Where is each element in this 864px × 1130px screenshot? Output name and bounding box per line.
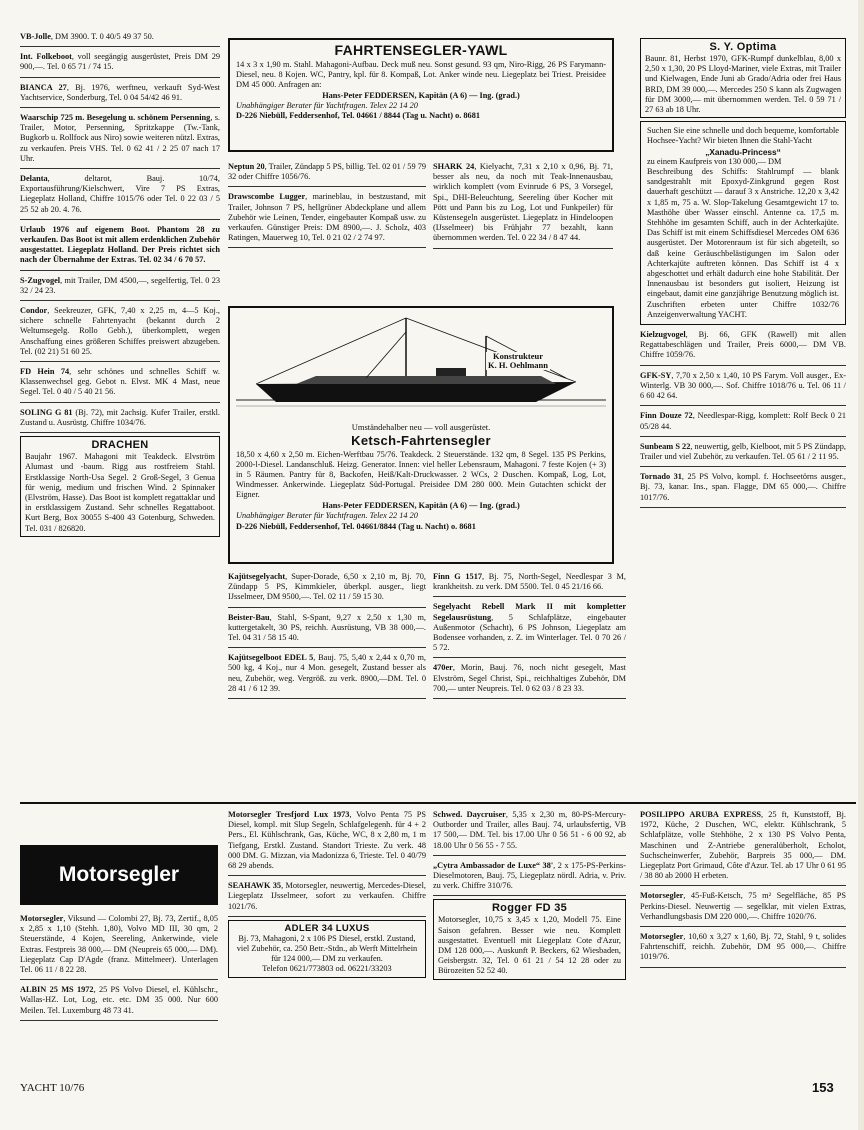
footer-magazine: YACHT 10/76 [20,1082,85,1094]
classified-ad-body: (Bj. 72), mit 2achsig. Kufer Trailer, erstkl. Zustand u. Ausrüstg. Chiffre 1034/76. [20,407,220,427]
classified-ad [640,440,846,467]
classified-ad-lead: SHARK 24 [433,162,475,171]
classified-ad-body: , Bj. 66, GFK (Rawell) mit allen Regattabeschlägen und Trailer, Preis 6000,— DM VB. Chiffre 1059/76. [640,330,846,360]
classified-ad [20,172,220,220]
motorsegler-ad [640,889,846,927]
classified-ad-lead: GFK-SY [640,370,672,380]
yawl-text: 14 x 3 x 1,90 m. Stahl. Mahagoni-Aufbau. Deck muß neu. Sonst gesund. 93 qm, Niro-Rigg, 26 PS Farymann-Diesel, neu. 8 Kojen. WC, Pantry, kpl. für 8. Kompaß, Lot. Anker winde neu. Liegeplatz bei Triest. Preisidee DM 45 000. Anfragen an: [236,60,606,89]
classified-ad [228,160,426,187]
classified-ad [20,223,220,271]
classified-ad-body: , deltarot, Bauj. 10/74, Exportausführung/Kielschwert, Vire 7 PS Extras, Liegeplatz Holland, Chiffre 1015/76 oder Tel. 0 22 03 / 5 25 52 ab 20. 4. 76. [20,174,220,214]
ketsch-ad [228,306,614,564]
optima-ad [640,38,846,118]
classified-ad-lead: SOLING G 81 [20,407,73,417]
adler-ad [228,920,426,978]
column-3-top [433,160,613,252]
optima-title: S. Y. Optima [709,41,777,53]
classified-ad-lead: Neptun 20 [228,162,265,171]
drachen-title: DRACHEN [91,439,149,452]
motorsegler-ad-lead: Motorsegler Tresfjord Lux 1973 [228,810,350,819]
classified-ad-lead: FD Hein 74 [20,367,70,377]
classified-ad-body: , 25 PS Volvo, kompl. f. Hochseetörns ausger., Bj. 73, kanar. Ins., span. Flagge, DM 65 000,—. Chiffre 1017/76. [640,472,847,502]
motor-column-4 [640,808,846,971]
classified-ad-lead: Kielzugvogel [640,330,686,340]
xanadu-name: „Xanadu-Princess“ [705,146,781,157]
xanadu-text: zu einem Kaufpreis von 130 000,— DM Beschreibung des Schiffs: Stahlrumpf — blank sandgestrahlt mit Epoxyd-Zinkgrund gegen Rost dauerhaft geschützt — darauf 3 x Anstriche. 12,20 x 3,42 x 1,85 m, 75 a. W. Slop-Takelung Gesamtgewicht 17 to. Masthöhe über Wasser einschl. Antenne ca. 17,5 m. Stehhöhe im gesamten Schiff, auch in der Achterkajüte. Das Schiff ist mit einem Schiffsdiesel Mercedes OM 636 ausgerüstet. Der Motorenraum ist für sich abgeteilt, so daß keine Geräuschbelästigungen im Salon oder Achterkajüte auftreten können. Das Schiff ist 4 x abgeschottet und erhält dadurch eine hohe Stabilität. Der Innenausbau ist besonders gut isoliert, Heizung ist eingebaut, damit eine ganzjährige Benutzung möglich ist. Zuschriften erbeten unter Chiffre 1032/76 Anzeigenverwaltung YACHT. [647,156,839,319]
yawl-contact: Hans-Peter FEDDERSEN, Kapitän (A 6) — Ing. (grad.) [322,91,520,100]
classified-ad-body: , 5 Schlafplätze, eingebauter Außenmotor (Schacht), 6 PS Johnson, Liegeplatz am Bodensee vorhanden, z. Z. im Winterlager. Tel. 0 70 26 / 5 72. [433,612,626,653]
motorsegler-ad-body: , 2 x 175-PS-Perkins-Dieselmotoren, Bauj. 75, Liegeplatz nördl. Adria, v. Priv. zu verk. Chiffre 310/76. [433,860,626,891]
adler-text: Bj. 73, Mahagoni, 2 x 106 PS Diesel, erstkl. Zustand, viel Zubehör, ca. 250 Betr.-Stdn., ab Werft Mittelrhein für 124 000,— DM zu verkaufen. Telefon 0621/773803 od. 06221/33203 [236,933,418,974]
drachen-text: Baujahr 1967. Mahagoni mit Teakdeck. Elvström Alumast und -baum. Rigg aus rostfreiem Stahl. Erstklassige North-Usa Segel. 2 Groß-Segel, 3 Genua für wenig, medium und frischen Wind. 2 Spinnaker (Elvström, Hasse). Das Boot ist komplett regattaklar und in erstklassigem Zustand. Sehr schnelles Regattaboot. Kurt Berg, Box 30055 S-400 43 Gotenburg, Schweden. Tel. 031 / 826820. [25,452,215,533]
classified-ad [20,50,220,77]
optima-text: Baunr. 81, Herbst 1970, GFK-Rumpf dunkelblau, 8,00 x 2,50 x 1,30, 20 PS Lloyd-Mariner, viele Extras, mit Trailer und Kielwagen, Ende Juni ab Grado/Adria oder frei Haus BRD, DM 39 000,—. Mercedes 250 S kann als Zugwagen für DM 3000,— mit übernommen werden. Tel. 0 59 71 / 27 63 ab 18 Uhr. [645,54,841,115]
classified-ad-lead: Segelyacht Rebell Mark II mit kompletter Segelausrüstung [433,602,626,622]
motor-column-1 [20,912,218,1024]
classified-ad [640,470,846,508]
column-4 [640,38,846,511]
rogger-title: Rogger FD 35 [491,902,568,915]
ketsch-subtitle: Umständehalber neu — voll ausgerüstet. [351,422,491,432]
motorsegler-ad-body: , Viksund — Colombi 27, Bj. 73, Zertif., 8,05 x 2,85 x 1,10 (Stehh. 1,80), Volvo MD III, 30 qm, 2 Steuerstände, 4 Kojen, Seereling, Ankerwinde, viele Extras. Festpreis 38 000,— DM (Neupreis 65 000,— DM). Liegeplatz Cap D'Agde (franz. Mittelmeer). Unterlagen Tel. 06 11 / 8 22 28. [20,914,218,975]
motor-column-3-list [433,808,626,896]
rogger-ad [433,899,626,979]
classified-ad [640,328,846,366]
classified-ad [640,409,846,436]
classified-ad-lead: Delanta [20,174,48,184]
classified-ad-lead: Drawscombe Lugger [228,192,306,202]
ketsch-text: 18,50 x 4,60 x 2,50 m. Eichen-Werftbau 75/76. Teakdeck. 2 Steuerstände. 132 qm, 8 Segel. 135 PS Perkins, 2000-l-Diesel. Landanschluß. Heizg. Generator. Innen: viel heller Lebensraum, Mahagoni. 7 feste Kojen (+ 3) in 5 Räumen. Pantry für 8, Backofen, Heiß/Kalt-Druckwasser. 2 WCs, 2 Duschen. Kompaß, Log, Lot, Windmesser. Ankerwinde. Liegeplatz Süd-Portugal. Preisidee DM 280 000. Mein Gutachten schickt der Eigner. [236,450,606,500]
classified-ad-lead: BIANCA 27 [20,82,67,92]
ketsch-constructor: Konstrukteur K. H. Oehlmann [488,351,548,370]
motorsegler-ad [433,859,626,897]
classified-ad-body: , Needlespar-Rigg, komplett: Rolf Beck 0 21 05/28 44. [640,411,846,431]
classified-ad [20,365,220,403]
classified-ad-lead: Condor [20,306,48,316]
motorsegler-ad-body: , Motorsegler, neuwertig, Mercedes-Diesel, Liegeplatz IJsselmeer, sofort zu verkaufen. Chiffre 1021/76. [228,881,426,911]
ketsch-drawing [236,312,606,420]
classified-ad-lead: Waarschip 725 m. Besegelung u. schönem Persenning [20,113,211,123]
classified-ad-body: , Bauj. 75, 5,40 x 2,44 x 0,70 m, 500 kg, 4 Koj., nur 4 Mon. gesegelt, Zustand besser als neu, Zubehör, weg. Vergröß. zu verk. 8900,—DM. Tel. 0 28 41 / 6 12 39. [228,653,426,693]
classified-ad-body: , Morin, Bauj. 76, noch nicht gesegelt, Mast Elvström, Segel Christ, Spi., reichhaltiges Zubehör, DM 700,— unter Neupreis. Tel. 0 62 03 / 8 23 33. [433,663,626,693]
classified-ad-lead: Kajütsegelyacht [228,572,286,581]
classified-ad-body: , neuwertig, gelb, Kielboot, mit 5 PS Zündapp, Trailer und viel Zubehör, zu verkaufen. Tel. 05 61 / 2 11 95. [640,441,846,461]
motorsegler-ad [228,808,426,876]
classified-ad [20,406,220,433]
motorsegler-ad [20,983,218,1021]
classified-ad-lead: VB-Jolle [20,32,51,41]
classified-ad-lead: Finn G 1517 [433,572,483,581]
motor-column-3 [433,808,626,983]
column-1 [20,30,220,540]
ketsch-title: Ketsch-Fahrtensegler [351,433,491,449]
ketsch-line3: D-226 Niebüll, Feddersenhof, Tel. 04661/8844 (Tag u. Nacht) o. 8681 [236,521,476,531]
motorsegler-ad-lead: Motorsegler [640,891,684,901]
column-4-list [640,328,846,508]
motor-column-2-list [228,808,426,917]
footer-page-number: 153 [812,1080,834,1095]
motorsegler-ad [20,912,218,980]
motorsegler-ad-body: , 10,60 x 3,27 x 1,60, Bj. 72, Stahl, 9 t, solides Fahrtenschiff, reichh. Zubehör, DM 95 000,—. Chiffre 1019/76. [640,932,846,962]
motorsegler-ad [640,930,846,968]
classified-ad-lead: Int. Folkeboot [20,52,72,62]
classified-ad-lead: Finn Douze 72 [640,411,693,421]
section-divider [20,802,856,804]
classified-ad [228,570,426,608]
classified-ad-body: , Seekreuzer, GFK, 7,40 x 2,25 m, 4—5 Koj., sichere schnelle Fahrtenyacht (bekannt durch 2 Weltumsegelg. Rollo Gebh.), überkomplett, wegen Anschaffung eines größeren Schiffes preiswert abzugeben. Tel. (02 21) 51 60 25. [20,306,220,356]
classified-ad [433,160,613,249]
classified-ad-lead: S-Zugvogel [20,275,61,285]
motorsegler-ad-lead: Motorsegler [20,914,64,923]
ketsch-contact: Hans-Peter FEDDERSEN, Kapitän (A 6) — Ing. (grad.) [322,501,520,511]
classified-ad [228,611,426,649]
classified-ad-body: , marineblau, in bestzustand, mit Trailer, Johnson 7 PS, hellgrüner Abdeckplane und allem Zubehör wie Leinen, Tender, eingebauter Kompaß usw. zu verkaufen. Günstiger Preis: DM 8900,—. J. Scholz, 403 Ratingen, Mauerweg 10, Tel. 0 21 02 / 2 74 97. [228,192,427,243]
column-2-top [228,160,426,251]
motorsegler-ad-body: , Volvo Penta 75 PS Diesel, kompl. mit Slup Segeln, Schlafgelegenh. für 4 + 2 Pers., El. Kühlschrank, Gas, Küche, WC, 8 x 2,80 m, 1 m Tiefgang, Erstkl. Zustand. Standort Trieste. Zu verk. 48 000 DM. G. Mizzan, via Madonizza 6, Trieste. Tel. 0 40/79 68 29 abends. [228,810,426,871]
motorsegler-ad-lead: ALBIN 25 MS 1972 [20,985,94,995]
classified-ad-body: , sehr schönes und schnelles Schiff w. Klassenwechsel geg. Gebot n. Elvst. MK 4 Mast, neue Segel. Tel. 0 40 / 5 40 21 56. [20,367,220,397]
motorsegler-ad-lead: POSILIPPO ARUBA EXPRESS [640,810,761,819]
classified-ad-body: , Bj. 75, North-Segel, Needlespar 3 M, krankheitsh. zu verk. DM 5500. Tel. 0 45 21/16 66. [433,572,626,592]
classified-ad-body: , Stahl, S-Spant, 9,27 x 2,50 x 1,30 m, kuttergetakelt, 30 PS, reichh. Ausrüstung, VB 38 000,—. Tel. 04 31 / 58 15 40. [228,612,426,643]
classified-ad [20,111,220,169]
yawl-line2: Unabhängiger Berater für Yachtfragen. Telex 22 14 20 [236,101,418,111]
yawl-ad [228,38,614,152]
motorsegler-ad [228,879,426,917]
motorsegler-ad-lead: SEAHAWK 35 [228,881,282,891]
classified-ad-body: , Bj. 1976, werftneu, verkauft Syd-West Yachtservice, Sonderburg, Tel. 0 04 54/42 46 91. [20,82,220,102]
rogger-text: Motorsegler, 10,75 x 3,45 x 1,20, Modell 75. Eine Saison gefahren. Besser wie neu. Komplett ausgestattet. Eventuell mit Liegeplatz Cote d'Azur, DM 128 000,—. Auskunft P. Beckers, 62 Wiesbaden, Geisbergstr. 32, Tel. 0 61 21 / 54 12 28 oder zu Bürozeiten 52 52 40. [438,915,621,976]
classified-ad-lead: Sunbeam S 22 [640,441,691,451]
classified-ad-lead: 470er [433,663,453,673]
column-3-bottom [433,570,626,702]
page-fold [858,0,864,1130]
classified-ad-body: , 7,70 x 2,50 x 1,40, 10 PS Farym. Voll ausger., Ex-Winterlg. VB 30 000,—. Sof. Chiffre 1018/76 u. Tel. 06 11 / 6 60 42 64. [640,370,846,401]
yawl-line3: D-226 Niebüll, Feddersenhof, Tel. 04661 / 8844 (Tag u. Nacht) o. 8681 [236,111,481,121]
classified-ad-body: , Kielyacht, 7,31 x 2,10 x 0,96, Bj. 71, besser als neu, da noch mit Teak-Innenausbau, wirklich komplett (vom Evinrude 6 PS, 3 Vorsegel, Spi., DHI-Beleuchtung, Seereling über Kocher mit Pött und Pann bis zu Log, Lot und Funkpeiler) für Küstensegeln ausgerüstet. Liegeplatz in Hindeloopen (IJsselmeer) bis Frühjahr 77 bezahlt, kann übernommen werden. Tel. 0 22 34 / 8 47 44. [433,162,613,243]
motorsegler-ad-lead: „Cytra Ambassador de Luxe“ 38' [433,860,554,870]
classified-ad-body: , mit Trailer, DM 4500,—, segelfertig, Tel. 0 23 32 / 24 23. [20,275,220,295]
classified-ad-body: , voll seegängig ausgerüstet, Preis DM 29 900,—. Tel. 0 65 71 / 74 15. [20,52,220,72]
motorsegler-ad [640,808,846,886]
classified-ad [433,570,626,597]
yawl-title: FAHRTENSEGLER-YAWL [334,42,508,58]
motorsegler-ad [433,808,626,856]
xanadu-ad [640,121,846,325]
motorsegler-ad-body: , 25 ft, Kunststoff, Bj. 1972, Küche, 2 Duschen, WC, elektr. Kühlschrank, 5 Schlafplätze, volle Stehhöhe, 2 x 130 PS Volvo Penta, Maschinen und Z-Antriebe generalüberholt, Echolot, Suchscheinwerfer, Zubehör, Barpreis 35 000,— DM. Liegeplatz Port Grimaud, Côte d'Azur. Tel. ab 17 Uhr 0 61 95 / 38 80 ab 2000 H erbeten. [640,810,846,881]
section-heading-motorsegler: Motorsegler [20,845,218,905]
classified-ad-body: , s. Trailer, Motor, Persenning, Spritzkappe (Tw.-Tank, Bugkorb u. Rollfock aus Niro) sowie weiteren nützl. Extras, zu verkaufen. Preis VHS. Tel. 0 62 41 / 2 25 07 nach 17 Uhr. [20,113,221,163]
adler-title: ADLER 34 LUXUS [284,922,370,934]
classified-ad [228,190,426,248]
classified-ad [433,600,626,658]
xanadu-intro: Suchen Sie eine schnelle und doch bequeme, komfortable Hochsee-Yacht? Wir bieten Ihnen die Stahl-Yacht [647,126,839,146]
classified-ad [228,651,426,699]
ketsch-line2: Unabhängiger Berater für Yachtfragen. Telex 22 14 20 [236,511,418,521]
motorsegler-ad-body: , 25 PS Volvo Diesel, el. Kühlschr., Wallas-HZ. Lot, Log, etc. etc. DM 35 000. Nur 600 Meilen. Tel. Luxemburg 48 73 41. [20,985,218,1015]
motorsegler-ad-body: , 5,35 x 2,30 m, 80-PS-Mercury-Outborder und Trailer, alles Bauj. 74, urlaubsfertig, VB 17 500,— DM. Tel. bis 17.00 Uhr 0 56 51 - 6 00 92, ab 18.00 Uhr 0 56 55 - 7 55. [433,810,626,850]
motorsegler-ad-body: , 45-Fuß-Ketsch, 75 m² Segelfläche, 85 PS Perkins-Diesel. Neuwertig — segelklar, mit vielen Extras, Verhandlungsbasis DM 220 000,—. Chiffre 1020/76. [640,891,846,921]
classified-ad [433,661,626,699]
classified-ad [20,274,220,301]
drachen-ad [20,436,220,537]
classified-ad-lead: Urlaub 1976 auf eigenem Boot. Phantom 28 zu verkaufen. Das Boot ist mit allem erdenklichen Zubehör ausgestattet. Liegeplatz Holland. Der Preis richtet sich nach der Übernahme der Extras. Tel. 02 34 / 6 70 57. [20,224,220,265]
classified-ad [20,30,220,47]
motor-column-2 [228,808,426,981]
classified-ad [20,81,220,108]
classified-ad-lead: Beister-Bau [228,612,270,622]
classified-ad-body: , DM 3900. T. 0 40/5 49 37 50. [50,32,154,41]
classified-ad-body: , Super-Dorade, 6,50 x 2,10 m, Bj. 70, Zündapp 5 PS, Kimmkieler, überkpl. ausger., liegt IJsselmeer, DM 9500,—. Tel. 02 11 / 59 15 30. [228,572,426,602]
classified-ad-lead: Tornado 31 [640,472,682,482]
classified-ad [20,304,220,362]
column-2-bottom [228,570,426,702]
classified-ad-lead: Kajütsegelboot EDEL 5 [228,653,314,663]
classified-ad [640,369,846,407]
motorsegler-ad-lead: Schwed. Daycruiser [433,810,506,819]
motorsegler-ad-lead: Motorsegler [640,932,684,942]
classified-ad-body: , Trailer, Zündapp 5 PS, billig. Tel. 02 01 / 59 79 32 oder Chiffre 1056/76. [228,162,426,182]
